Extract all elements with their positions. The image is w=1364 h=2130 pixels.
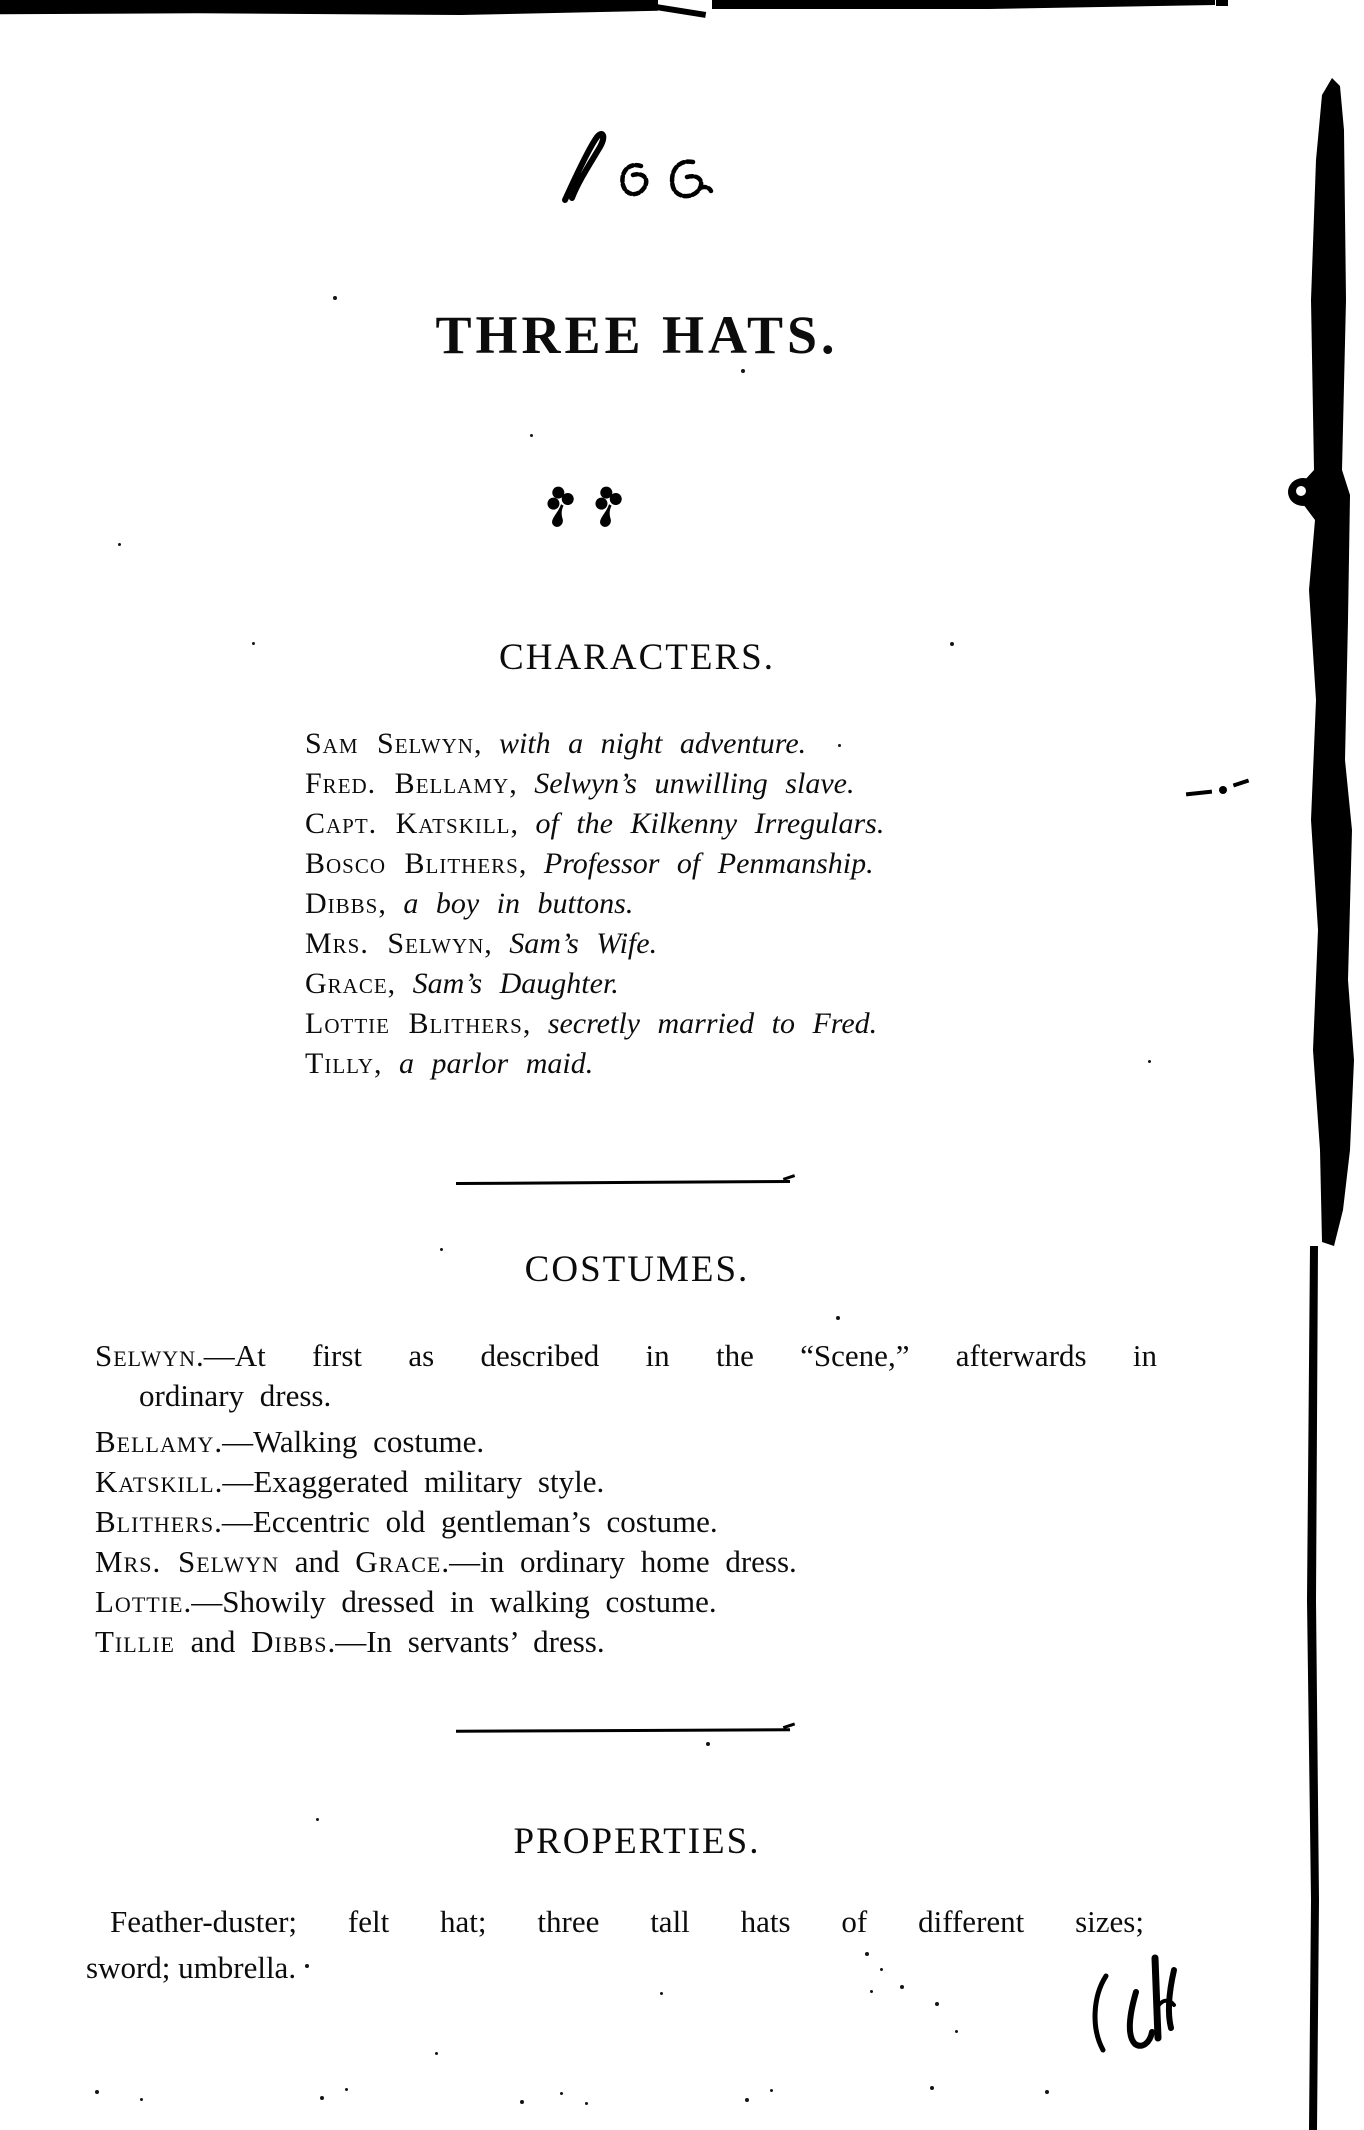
scan-speck <box>333 296 337 300</box>
text-segment: and <box>279 1544 356 1579</box>
scan-speck <box>955 2030 958 2033</box>
text-segment: .—in ordinary home dress. <box>441 1544 797 1579</box>
character-description: Sam’s Daughter. <box>395 967 619 1000</box>
text-segment: .—Eccentric old gentleman’s costume. <box>214 1504 718 1539</box>
character-entry <box>305 844 884 884</box>
scan-speck <box>870 1990 873 1993</box>
character-entry <box>305 964 884 1004</box>
scan-speck <box>440 1248 443 1251</box>
character-name: Bosco Blithers <box>305 847 519 880</box>
character-separator: , <box>374 1047 382 1080</box>
character-description: secretly married to Fred. <box>530 1007 878 1040</box>
scan-artifact-dash <box>1186 790 1212 797</box>
character-name: Fred. Bellamy <box>305 767 510 800</box>
character-description: of the Kilkenny Irregulars. <box>518 807 885 840</box>
costume-entry-line <box>95 1582 1157 1622</box>
text-segment: and <box>174 1624 252 1659</box>
scan-artifact-right-bar <box>1270 0 1364 2130</box>
character-name: Capt. Katskill <box>305 807 511 840</box>
scan-speck <box>585 2102 588 2105</box>
costume-entry <box>95 1336 1157 1416</box>
scan-speck <box>838 744 841 747</box>
character-entry <box>305 764 884 804</box>
text-segment: .—In servants’ dress. <box>327 1624 605 1659</box>
character-separator: , <box>522 1007 531 1040</box>
page-title: THREE HATS. <box>435 305 839 365</box>
scan-speck <box>316 1818 319 1821</box>
character-description: Sam’s Wife. <box>491 927 658 960</box>
character-entry <box>305 1004 884 1044</box>
text-segment: Lottie <box>95 1584 184 1619</box>
costume-entry <box>95 1462 1157 1502</box>
character-separator: , <box>518 847 527 880</box>
scan-speck <box>660 1992 663 1995</box>
text-segment: .—Showily dressed in walking costume. <box>183 1584 717 1619</box>
scan-speck <box>1148 1060 1151 1063</box>
scan-speck <box>252 642 255 645</box>
scan-artifact-top-bar <box>712 0 1215 9</box>
costumes-heading: COSTUMES. <box>524 1249 750 1290</box>
scan-speck <box>95 2090 99 2094</box>
handwritten-initials <box>1082 1948 1202 2078</box>
scan-speck <box>560 2092 563 2095</box>
scan-speck <box>770 2089 773 2092</box>
costumes-list <box>95 1336 1157 1662</box>
text-segment: .—Walking costume. <box>214 1424 485 1459</box>
text-segment: Selwyn <box>95 1338 197 1373</box>
costume-entry-line <box>95 1622 1157 1662</box>
scan-speck <box>930 2086 934 2090</box>
character-description: with a night adventure. <box>481 727 807 760</box>
character-description: a boy in buttons. <box>385 887 634 920</box>
scan-speck <box>530 434 533 437</box>
costume-entry-line <box>95 1336 1157 1376</box>
character-name: Tilly <box>305 1047 375 1080</box>
scan-speck <box>745 2098 749 2102</box>
scan-speck <box>865 1952 869 1956</box>
scan-speck <box>118 543 121 546</box>
scan-artifact-top-bar <box>0 0 658 15</box>
character-separator: , <box>473 727 482 760</box>
costume-entry <box>95 1622 1157 1662</box>
character-entry <box>305 1044 884 1084</box>
properties-text-line2: sword; umbrella. <box>86 1950 297 1985</box>
character-description: Selwyn’s unwilling slave. <box>516 767 855 800</box>
scan-speck <box>520 2100 524 2104</box>
text-segment: Tillie <box>95 1624 175 1659</box>
scan-speck <box>320 2096 324 2100</box>
character-entry <box>305 804 884 844</box>
scan-speck <box>706 1742 710 1746</box>
character-name: Sam Selwyn <box>305 727 474 760</box>
character-name: Mrs. Selwyn <box>305 927 485 960</box>
costume-entry <box>95 1582 1157 1622</box>
scan-speck <box>1045 2090 1049 2094</box>
character-name: Grace <box>305 967 388 1000</box>
character-name: Dibbs <box>305 887 379 920</box>
scan-speck <box>345 2088 348 2091</box>
text-segment: .—Exaggerated military style. <box>214 1464 605 1499</box>
scan-speck <box>305 1964 309 1968</box>
character-description: a parlor maid. <box>381 1047 594 1080</box>
scan-speck <box>140 2098 143 2101</box>
text-segment: Blithers <box>95 1504 215 1539</box>
costume-entry-line <box>95 1542 1157 1582</box>
scan-artifact-dash <box>1233 779 1249 788</box>
character-separator: , <box>510 807 519 840</box>
text-segment: .—At first as described in the “Scene,” afterwards in <box>196 1338 1157 1373</box>
scan-artifact-dot <box>1219 786 1227 794</box>
character-entry <box>305 924 884 964</box>
scan-speck <box>935 2002 939 2006</box>
costume-entry <box>95 1502 1157 1542</box>
characters-list <box>305 724 884 1084</box>
scan-artifact-squiggle <box>656 4 706 18</box>
character-separator: , <box>378 887 386 920</box>
costume-entry <box>95 1542 1157 1582</box>
character-separator: , <box>484 927 492 960</box>
floral-ornament-icon <box>540 482 632 530</box>
text-segment: Bellamy <box>95 1424 215 1459</box>
costume-entry-line <box>95 1462 1157 1502</box>
character-separator: , <box>509 767 517 800</box>
scan-artifact-nub <box>1216 0 1228 6</box>
scan-speck <box>836 1316 840 1320</box>
section-divider-rule <box>456 1728 790 1732</box>
character-name: Lottie Blithers <box>305 1007 523 1040</box>
properties-heading: PROPERTIES. <box>513 1821 761 1862</box>
handwritten-page-number <box>545 128 715 238</box>
characters-heading: CHARACTERS. <box>499 637 775 678</box>
character-separator: , <box>387 967 396 1000</box>
character-entry <box>305 724 884 764</box>
properties-text-line1: Feather-duster; felt hat; three tall hats of different sizes; <box>110 1904 1144 1939</box>
character-entry <box>305 884 884 924</box>
costume-entry-line <box>95 1422 1157 1462</box>
costume-entry-line <box>95 1502 1157 1542</box>
costume-entry-continuation: ordinary dress. <box>139 1378 332 1413</box>
text-segment: Grace <box>355 1544 442 1579</box>
text-segment: Katskill <box>95 1464 215 1499</box>
section-divider-rule <box>456 1180 790 1185</box>
scan-speck <box>435 2052 438 2055</box>
character-description: Professor of Penmanship. <box>526 847 874 880</box>
text-segment: Mrs. Selwyn <box>95 1544 279 1579</box>
scan-speck <box>900 1985 904 1989</box>
scan-speck <box>741 369 745 373</box>
scan-speck <box>880 1968 883 1971</box>
scan-speck <box>950 642 954 646</box>
costume-entry <box>95 1422 1157 1462</box>
text-segment: Dibbs <box>251 1624 328 1659</box>
